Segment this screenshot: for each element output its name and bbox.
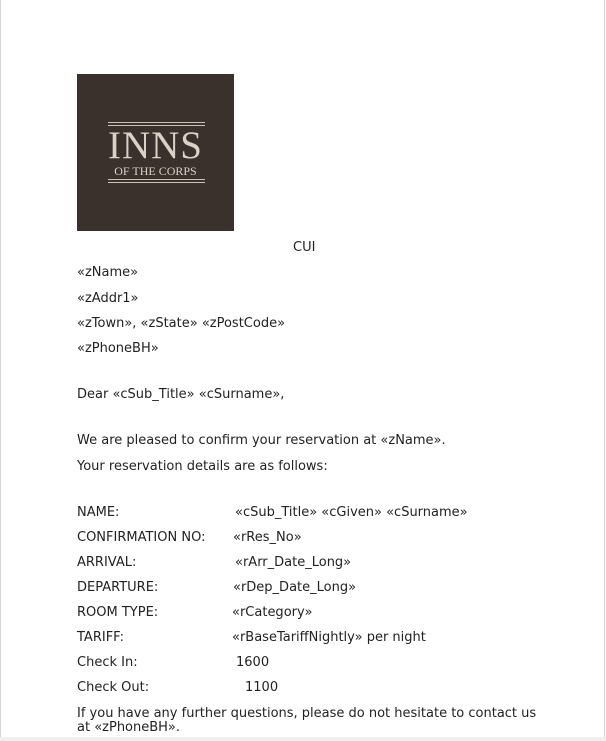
- salutation: Dear «cSub_Title» «cSurname»,: [77, 387, 285, 402]
- logo-rule: [108, 122, 205, 123]
- classification-marking: CUI: [293, 240, 316, 255]
- detail-label-room-type: ROOM TYPE:: [77, 605, 159, 620]
- logo-wordmark: INNS: [107, 124, 203, 167]
- closing-paragraph: If you have any further questions, please do not hesitate to contact us at «zPhoneBH».: [77, 706, 537, 735]
- logo-rule: [108, 182, 205, 183]
- detail-label-check-out: Check Out:: [77, 680, 150, 695]
- address-town-state: «zTown», «zState» «zPostCode»: [77, 316, 286, 331]
- detail-value-name: «cSub_Title» «cGiven» «cSurname»: [235, 505, 468, 520]
- detail-value-check-out: 1100: [245, 680, 279, 695]
- address-line1: «zAddr1»: [77, 291, 139, 306]
- page-edge: [0, 0, 1, 741]
- intro-line: We are pleased to confirm your reservation at «zName».: [77, 433, 446, 448]
- inns-of-the-corps-logo: [77, 74, 234, 231]
- detail-label-confirmation: CONFIRMATION NO:: [77, 530, 206, 545]
- detail-label-arrival: ARRIVAL:: [77, 555, 137, 570]
- page-edge: [0, 737, 606, 741]
- detail-label-departure: DEPARTURE:: [77, 580, 159, 595]
- detail-value-check-in: 1600: [236, 655, 270, 670]
- address-phone: «zPhoneBH»: [77, 341, 159, 356]
- address-name: «zName»: [77, 265, 139, 280]
- detail-label-check-in: Check In:: [77, 655, 138, 670]
- detail-value-arrival: «rArr_Date_Long»: [235, 555, 352, 570]
- intro-line: Your reservation details are as follows:: [77, 459, 328, 474]
- logo-subtitle: OF THE CORPS: [114, 164, 197, 178]
- page-edge: [604, 0, 605, 741]
- detail-label-tariff: TARIFF:: [77, 630, 125, 645]
- detail-label-name: NAME:: [77, 505, 120, 520]
- logo-rule: [108, 179, 205, 180]
- detail-value-room-type: «rCategory»: [232, 605, 313, 620]
- detail-value-confirmation: «rRes_No»: [233, 530, 302, 545]
- detail-value-tariff: «rBaseTariffNightly» per night: [232, 630, 426, 645]
- detail-value-departure: «rDep_Date_Long»: [233, 580, 357, 595]
